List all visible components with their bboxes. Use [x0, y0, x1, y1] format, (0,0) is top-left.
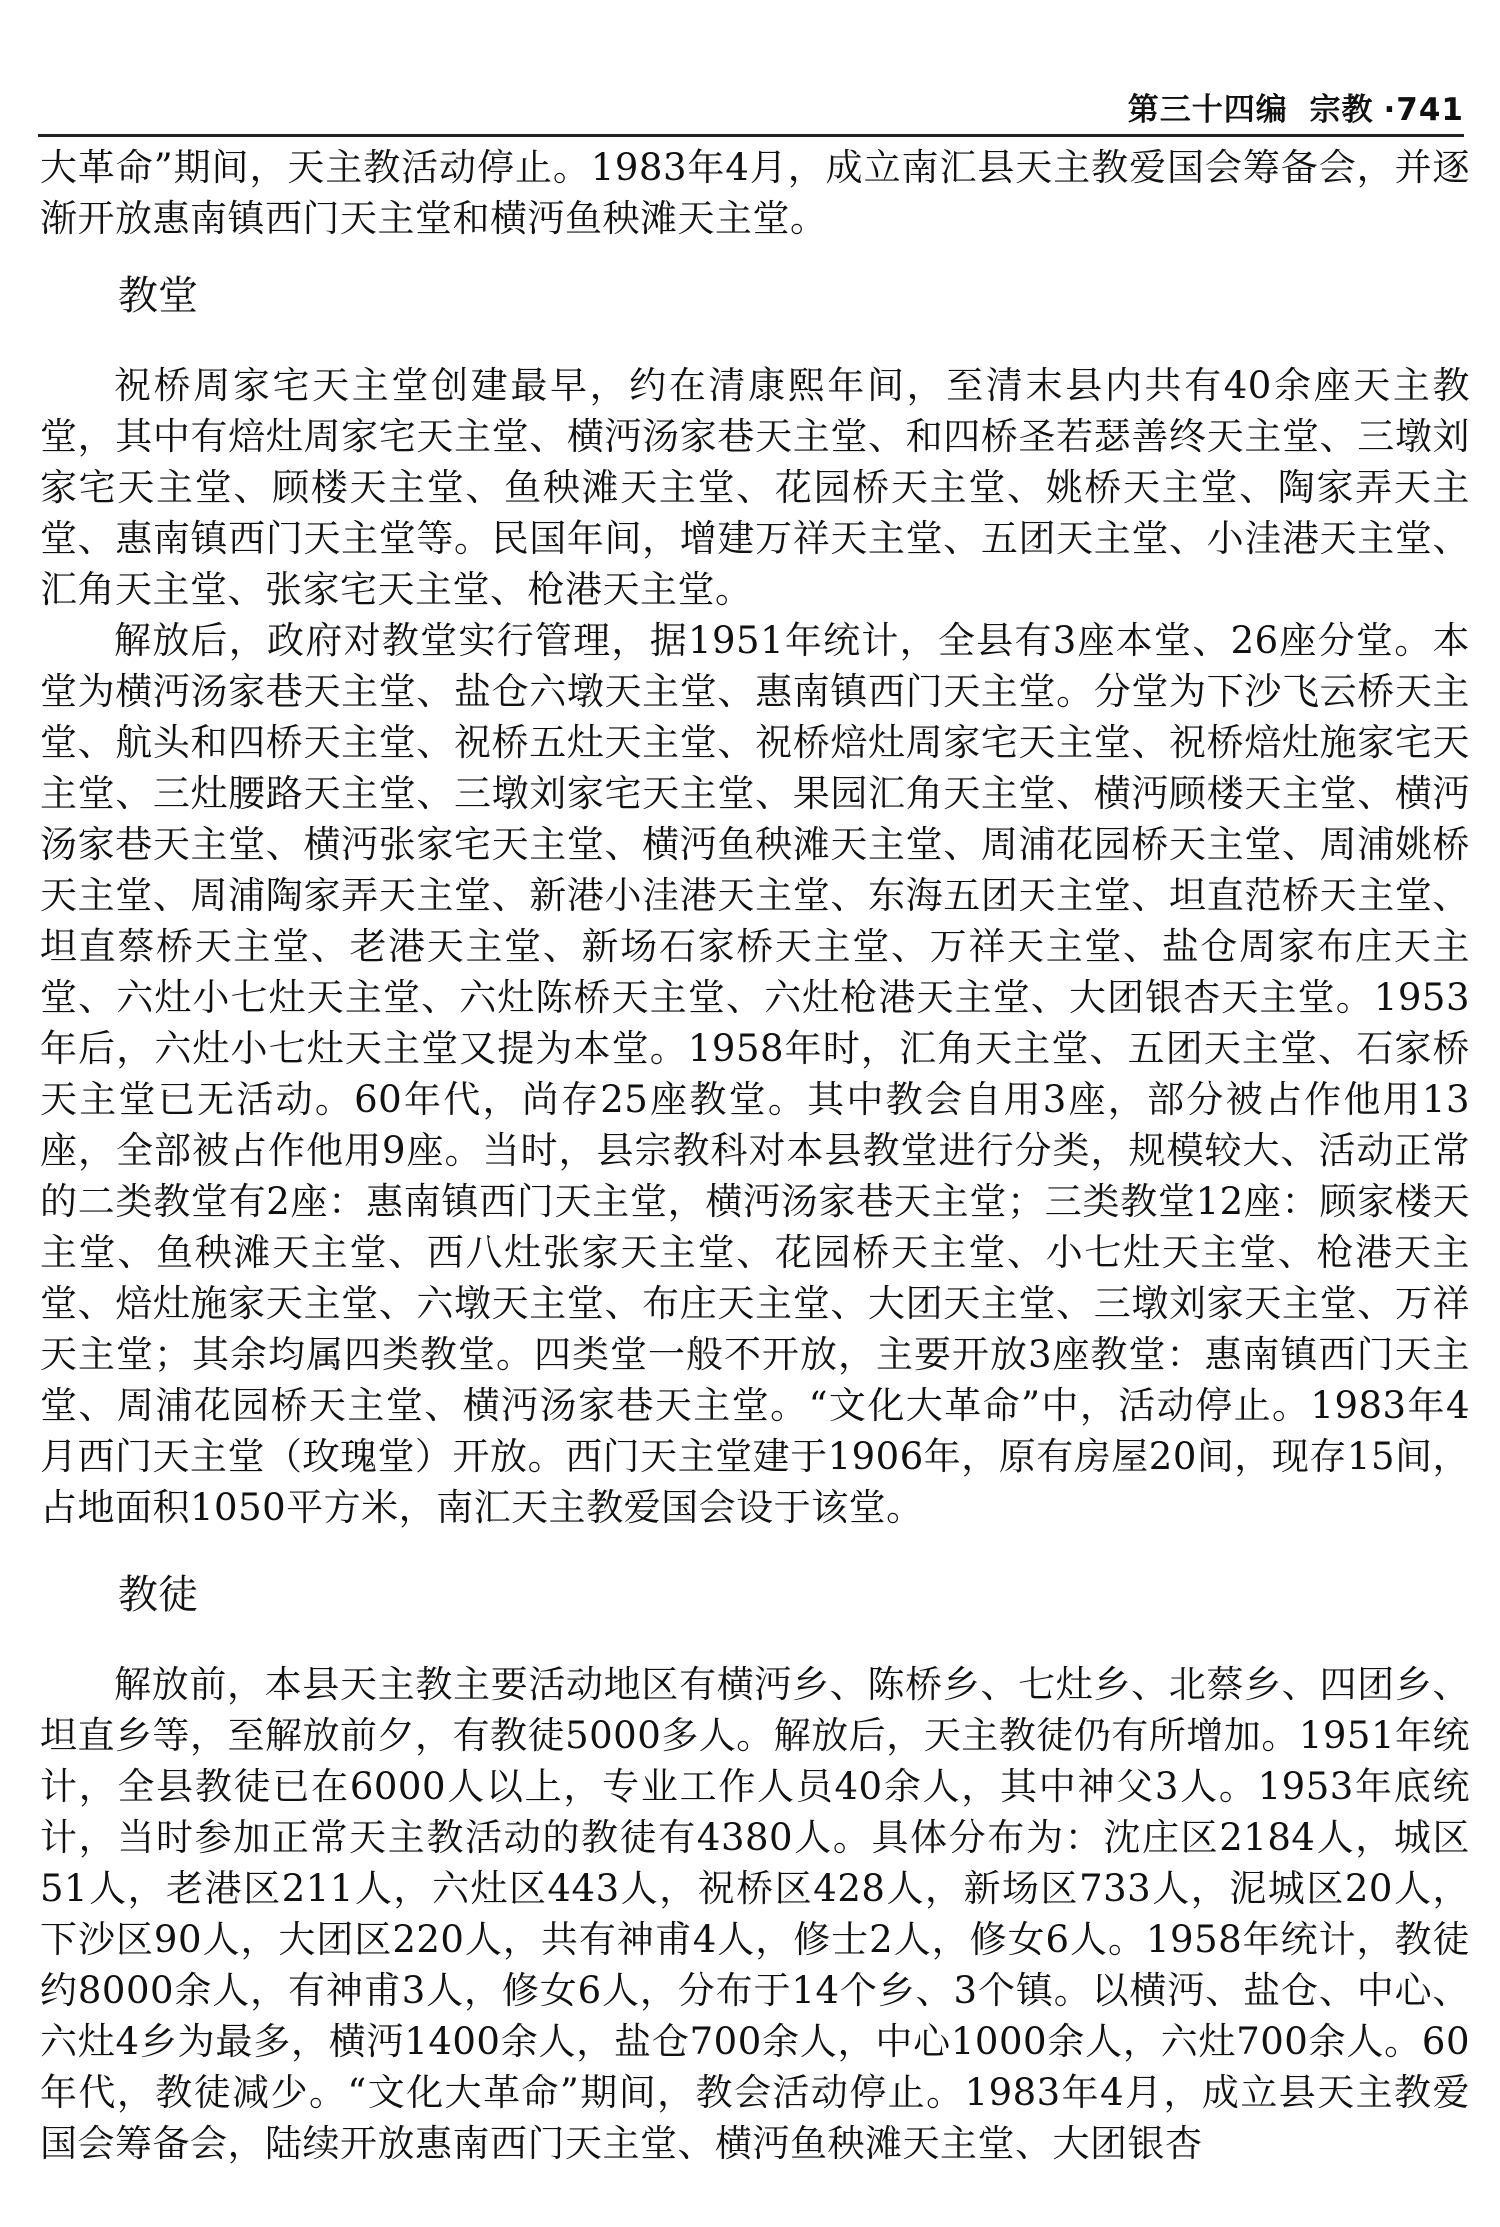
section-heading-churches: 教堂: [118, 273, 198, 319]
running-head: [1128, 84, 1464, 129]
running-head-chapter: 宗教: [1309, 92, 1374, 128]
churches-paragraph-2: 解放后，政府对教堂实行管理，据1951年统计，全县有3座本堂、26座分堂。本堂为横沔汤家巷天主堂、盐仓六墩天主堂、惠南镇西门天主堂。分堂为下沙飞云桥天主堂、航头和四桥天主堂、祝桥五灶天主堂、祝桥焙灶周家宅天主堂、祝桥焙灶施家宅天主堂、三灶腰路天主堂、三墩刘家宅天主堂、果园汇角天主堂、横沔顾楼天主堂、横沔汤家巷天主堂、横沔张家宅天主堂、横沔鱼秧滩天主堂、周浦花园桥天主堂、周浦姚桥天主堂、周浦陶家弄天主堂、新港小洼港天主堂、东海五团天主堂、坦直范桥天主堂、坦直蔡桥天主堂、老港天主堂、新场石家桥天主堂、万祥天主堂、盐仓周家布庄天主堂、六灶小七灶天主堂、六灶陈桥天主堂、六灶枪港天主堂、大团银杏天主堂。1953年后，六灶小七灶天主堂又提为本堂。1958年时，汇角天主堂、五团天主堂、石家桥天主堂已无活动。60年代，尚存25座教堂。其中教会自用3座，部分被占作他用13座，全部被占作他用9座。当时，县宗教科对本县教堂进行分类，规模较大、活动正常的二类教堂有2座：惠南镇西门天主堂，横沔汤家巷天主堂；三类教堂12座：顾家楼天主堂、鱼秧滩天主堂、西八灶张家天主堂、花园桥天主堂、小七灶天主堂、枪港天主堂、焙灶施家天主堂、六墩天主堂、布庄天主堂、大团天主堂、三墩刘家天主堂、万祥天主堂；其余均属四类教堂。四类堂一般不开放，主要开放3座教堂：惠南镇西门天主堂、周浦花园桥天主堂、横沔汤家巷天主堂。“文化大革命”中，活动停止。1983年4月西门天主堂（玫瑰堂）开放。西门天主堂建于1906年，原有房屋20间，现存15间，占地面积1050平方米，南汇天主教爱国会设于该堂。: [40, 619, 1470, 1529]
page-number: 741: [1396, 92, 1464, 128]
header-rule: [38, 134, 1464, 137]
churches-paragraph-1: 祝桥周家宅天主堂创建最早，约在清康熙年间，至清末县内共有40余座天主教堂，其中有焙灶周家宅天主堂、横沔汤家巷天主堂、和四桥圣若瑟善终天主堂、三墩刘家宅天主堂、顾楼天主堂、鱼秧滩天主堂、花园桥天主堂、姚桥天主堂、陶家弄天主堂、惠南镇西门天主堂等。民国年间，增建万祥天主堂、五团天主堂、小洼港天主堂、汇角天主堂、张家宅天主堂、枪港天主堂。: [40, 364, 1470, 611]
intro-paragraph: 大革命”期间，天主教活动停止。1983年4月，成立南汇县天主教爱国会筹备会，并逐渐开放惠南镇西门天主堂和横沔鱼秧滩天主堂。: [40, 146, 1470, 240]
believers-paragraph-1: 解放前，本县天主教主要活动地区有横沔乡、陈桥乡、七灶乡、北蔡乡、四团乡、坦直乡等，至解放前夕，有教徒5000多人。解放后，天主教徒仍有所增加。1951年统计，全县教徒已在6000人以上，专业工作人员40余人，其中神父3人。1953年底统计，当时参加正常天主教活动的教徒有4380人。具体分布为：沈庄区2184人，城区51人，老港区211人，六灶区443人，祝桥区428人，新场区733人，泥城区20人，下沙区90人，大团区220人，共有神甫4人，修士2人，修女6人。1958年统计，教徒约8000余人，有神甫3人，修女6人，分布于14个乡、3个镇。以横沔、盐仓、中心、六灶4乡为最多，横沔1400余人，盐仓700余人，中心1000余人，六灶700余人。60年代，教徒减少。“文化大革命”期间，教会活动停止。1983年4月，成立县天主教爱国会筹备会，陆续开放惠南西门天主堂、横沔鱼秧滩天主堂、大团银杏: [40, 1663, 1470, 2165]
running-head-separator: ·: [1383, 92, 1397, 128]
section-heading-believers: 教徒: [118, 1572, 198, 1618]
running-head-part: 第三十四编: [1127, 92, 1288, 128]
page-body: [40, 142, 1470, 2169]
